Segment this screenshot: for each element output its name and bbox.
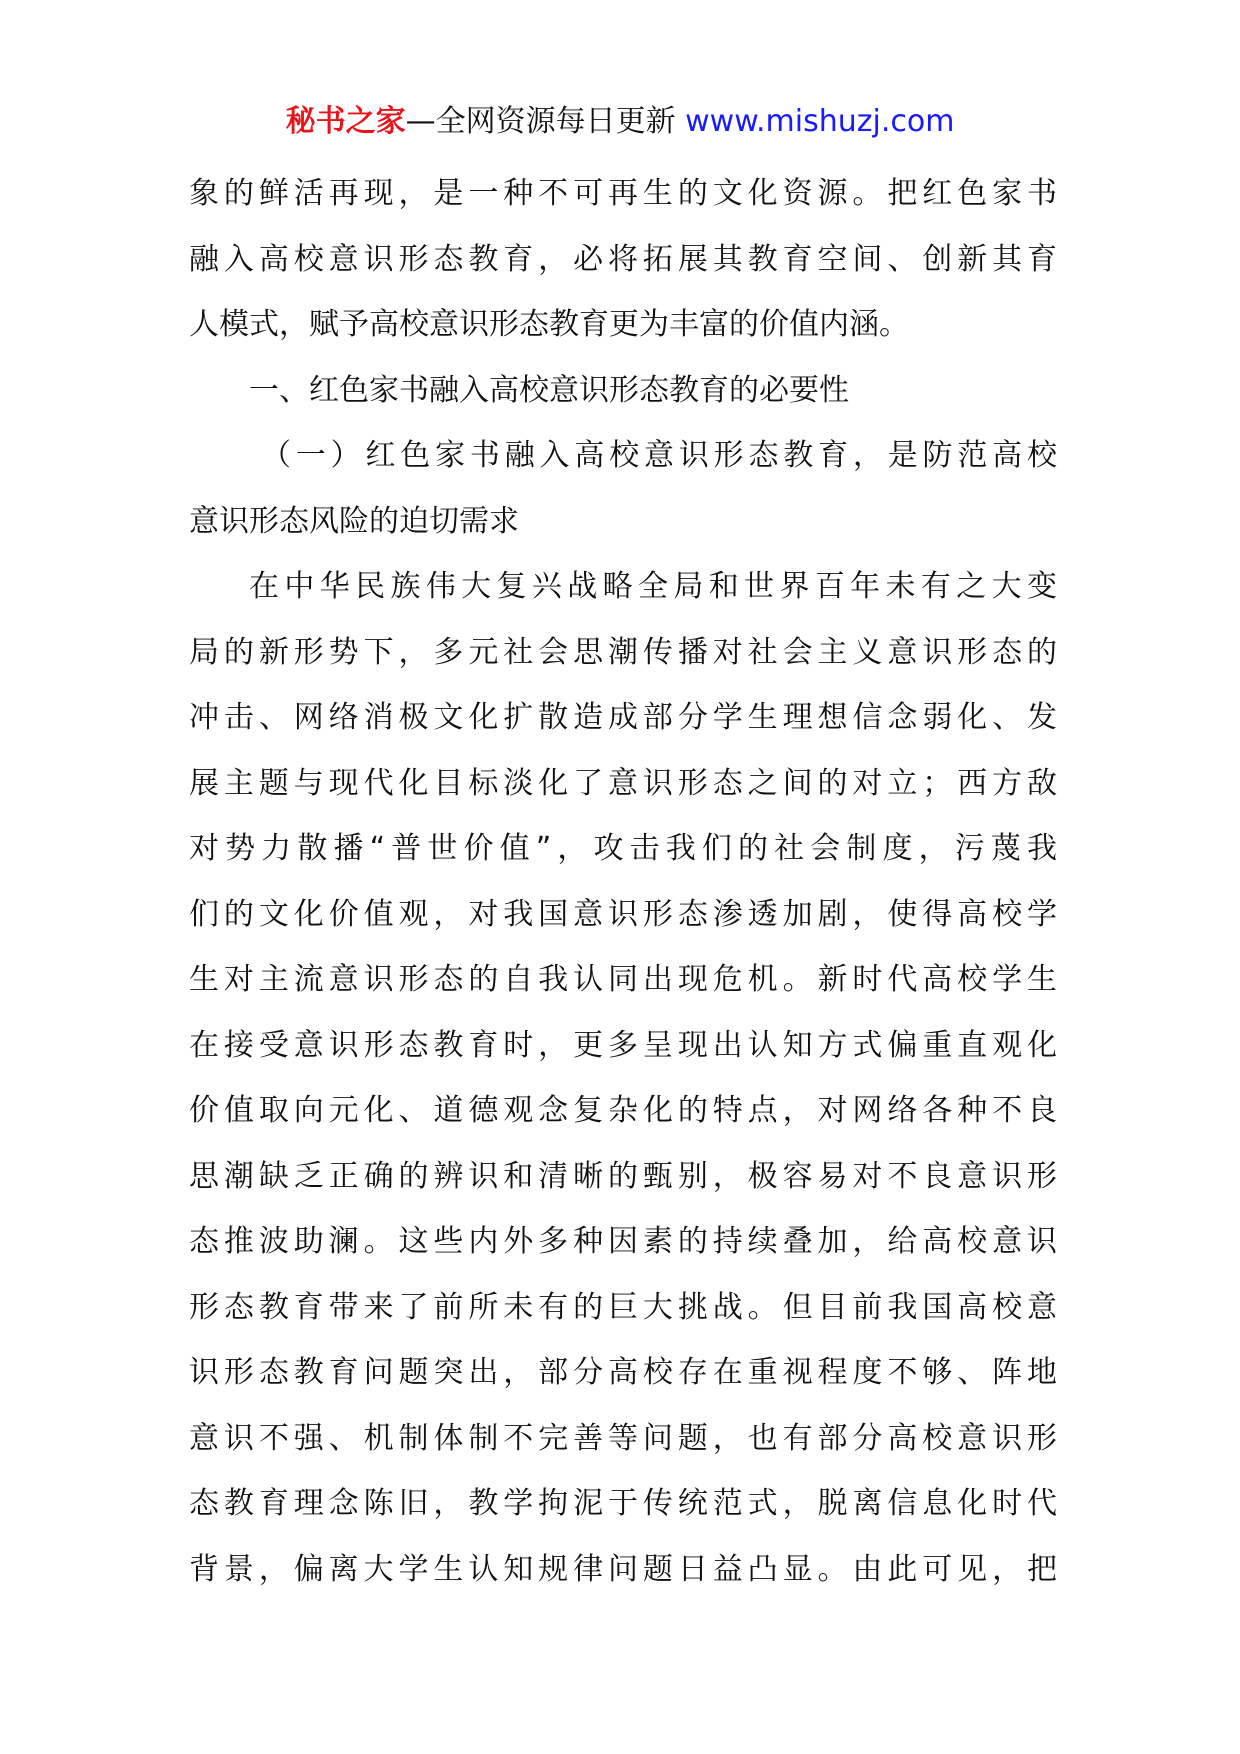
text-line: 价值取向元化、道德观念复杂化的特点，对网络各种不良 — [189, 1093, 1057, 1128]
text-line: 人模式，赋予高校意识形态教育更为丰富的价值内涵。 — [189, 307, 909, 342]
text-line: 背景，偏离大学生认知规律问题日益凸显。由此可见，把 — [189, 1551, 1057, 1587]
site-url-link[interactable]: www.mishuzj.com — [685, 104, 955, 139]
text-line: 象的鲜活再现，是一种不可再生的文化资源。把红色家书 — [189, 176, 1057, 211]
text-line: 在接受意识形态教育时，更多呈现出认知方式偏重直观化 — [189, 1027, 1057, 1063]
text-line: 局的新形势下，多元社会思潮传播对社会主义意识形态的 — [189, 634, 1057, 670]
text-line: 态推波助澜。这些内外多种因素的持续叠加，给高校意识 — [189, 1224, 1057, 1259]
text-line: 对势力散播“普世价值”，攻击我们的社会制度，污蔑我 — [189, 831, 1057, 866]
section-heading: 一、红色家书融入高校意识形态教育的必要性 — [249, 372, 849, 408]
subsection-heading-continued: 意识形态风险的迫切需求 — [189, 503, 519, 539]
page-header — [0, 100, 1240, 144]
text-line: 思潮缺乏正确的辨识和清晰的甄别，极容易对不良意识形 — [189, 1158, 1057, 1194]
text-line: 形态教育带来了前所未有的巨大挑战。但目前我国高校意 — [189, 1289, 1057, 1325]
document-body — [189, 161, 1057, 1602]
text-line: 意识不强、机制体制不完善等问题，也有部分高校意识形 — [189, 1420, 1057, 1456]
text-line: 融入高校意识形态教育，必将拓展其教育空间、创新其育 — [189, 241, 1057, 277]
text-line: 生对主流意识形态的自我认同出现危机。新时代高校学生 — [189, 962, 1057, 997]
text-line: 们的文化价值观，对我国意识形态渗透加剧，使得高校学 — [189, 896, 1057, 932]
text-line: 冲击、网络消极文化扩散造成部分学生理想信念弱化、发 — [189, 700, 1057, 735]
subsection-heading: （一）红色家书融入高校意识形态教育，是防范高校 — [261, 438, 1057, 473]
text-line: 在中华民族伟大复兴战略全局和世界百年未有之大变 — [249, 569, 1057, 604]
header-tagline: —全网资源每日更新 — [405, 104, 686, 139]
brand-name: 秘书之家 — [285, 104, 406, 139]
text-line: 识形态教育问题突出，部分高校存在重视程度不够、阵地 — [189, 1355, 1057, 1390]
text-line: 态教育理念陈旧，教学拘泥于传统范式，脱离信息化时代 — [189, 1486, 1057, 1521]
text-line: 展主题与现代化目标淡化了意识形态之间的对立；西方敌 — [189, 765, 1057, 801]
